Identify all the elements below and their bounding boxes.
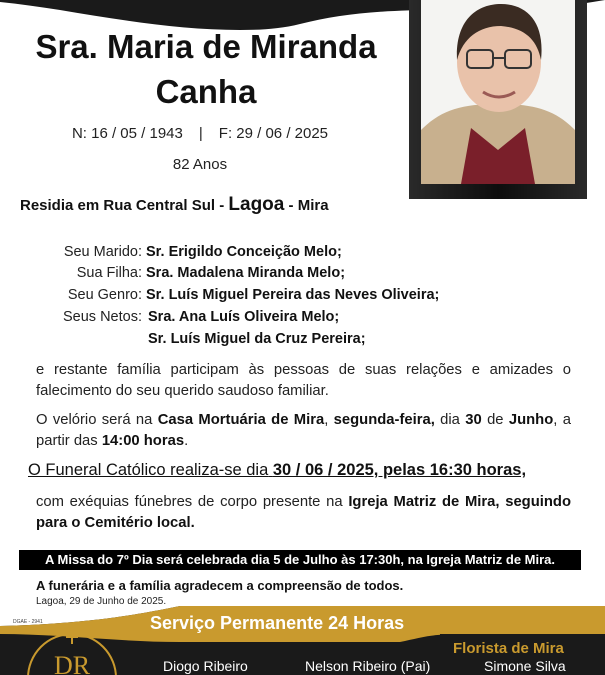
family-member: Sr. Luís Miguel Pereira das Neves Oliveira; <box>146 287 440 303</box>
contact-name: Diogo Ribeiro <box>163 658 248 674</box>
family-relation: Seu Marido: <box>63 244 142 260</box>
wake-dia: dia <box>440 412 460 428</box>
dates-separator: | <box>198 125 203 142</box>
residence <box>20 194 329 216</box>
wake-de: de <box>487 412 504 428</box>
residence-prefix: Residia em Rua Central Sul - <box>20 197 225 214</box>
family-row <box>0 265 605 285</box>
wake-comma: , <box>324 412 329 428</box>
wake-text <box>36 410 571 452</box>
deceased-name-line2: Canha <box>155 73 257 110</box>
thanks-text: A funerária e a família agradecem a compreensão de todos. <box>36 578 404 593</box>
family-member: Sr. Erigildo Conceição Melo; <box>146 244 342 260</box>
service-banner: Serviço Permanente 24 Horas <box>150 613 405 633</box>
contact-name: Nelson Ribeiro (Pai) <box>305 658 431 674</box>
family-member: Sra. Ana Luís Oliveira Melo; <box>148 309 340 325</box>
license-number: DGAE - 2941 <box>13 619 43 625</box>
birth-date: N: 16 / 05 / 1943 <box>71 125 183 142</box>
burial-text <box>36 492 571 534</box>
wake-from: , a partir das <box>36 412 571 449</box>
wake-time: 14:00 horas <box>101 433 185 449</box>
announcement-text: e restante família participam às pessoas de suas relações e amizades o falecimento do seu querido saudoso familiar. <box>36 362 571 399</box>
family-row <box>0 244 605 264</box>
family-row <box>0 287 605 307</box>
wake-period: . <box>184 433 189 449</box>
deceased-name-line1: Sra. Maria de Miranda <box>35 28 377 65</box>
wake-intro: O velório será na <box>36 412 153 428</box>
funeral-home-logo <box>20 628 124 675</box>
logo-letters: DR <box>53 651 91 675</box>
residence-suffix: - Mira <box>288 197 329 214</box>
family-member: Sr. Luís Miguel da Cruz Pereira; <box>148 331 366 347</box>
family-row <box>0 331 605 351</box>
funeral-date: 30 / 06 / 2025, pelas 16:30 horas, <box>272 461 527 479</box>
wake-date: 30 <box>465 412 482 428</box>
family-relation: Seu Genro: <box>67 287 142 303</box>
age: 82 Anos <box>172 156 228 173</box>
wake-place: Casa Mortuária de Mira <box>157 412 325 428</box>
missa-banner: A Missa do 7º Dia será celebrada dia 5 de Julho às 17:30h, na Igreja Matriz de Mira. <box>19 550 581 570</box>
florist-name: Florista de Mira <box>453 640 564 657</box>
portrait-frame <box>409 0 587 199</box>
funeral-intro: O Funeral Católico realiza-se dia <box>28 461 269 479</box>
death-date: F: 29 / 06 / 2025 <box>218 125 329 142</box>
family-member: Sra. Madalena Miranda Melo; <box>146 265 346 281</box>
burial-cemetery: seguindo para o Cemitério local. <box>36 494 571 531</box>
portrait-photo <box>421 0 575 184</box>
family-relation: Seus Netos: <box>63 309 142 325</box>
place-date: Lagoa, 29 de Junho de 2025. <box>36 596 167 607</box>
residence-village: Lagoa <box>228 194 285 215</box>
family-row <box>0 309 605 329</box>
wake-month: Junho <box>508 412 554 428</box>
wake-day: segunda-feira, <box>333 412 435 428</box>
funeral-line <box>28 461 581 480</box>
life-dates <box>0 125 400 142</box>
contact-name: Simone Silva <box>484 658 566 674</box>
family-relation: Sua Filha: <box>76 265 142 281</box>
burial-intro: com exéquias fúnebres de corpo presente na <box>36 494 343 510</box>
burial-church: Igreja Matriz de Mira, <box>348 494 500 510</box>
